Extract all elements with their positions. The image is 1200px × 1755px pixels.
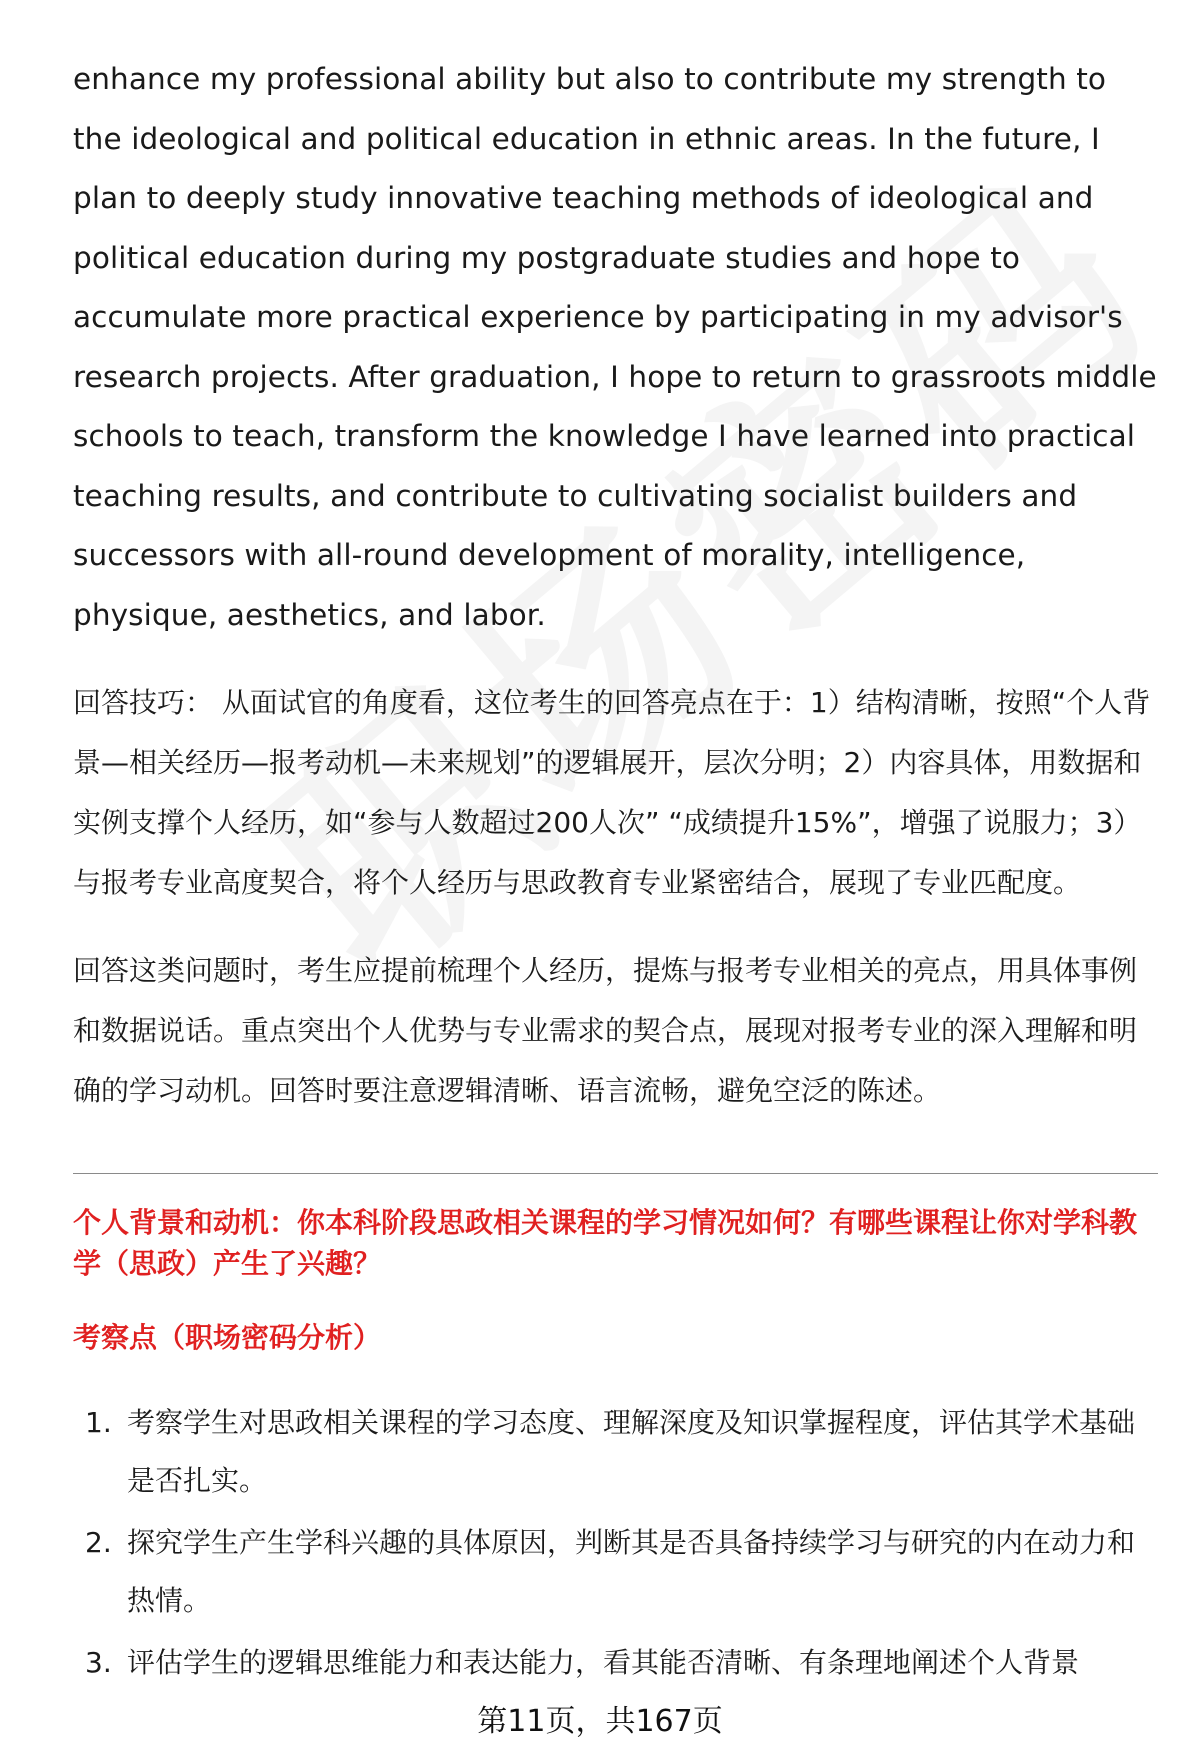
list-item	[73, 1634, 1158, 1692]
list-item-number: 1.	[85, 1406, 112, 1439]
evaluation-points-heading: 考察点（职场密码分析）	[73, 1321, 382, 1354]
list-item-text: 评估学生的逻辑思维能力和表达能力，看其能否清晰、有条理地阐述个人背景	[127, 1646, 1080, 1679]
list-item-number: 2.	[85, 1526, 112, 1559]
answer-tips-paragraph: 回答技巧： 从面试官的角度看，这位考生的回答亮点在于：1）结构清晰，按照“个人背景—相关经历—报考动机—未来规划”的逻辑展开，层次分明；2）内容具体，用数据和实例支撑个人经历，如“参与人数超过200人次” “成绩提升15%”，增强了说服力；3）与报考专业高度契合，将个人经历与思政教育专业紧密结合，展现了专业匹配度。	[73, 686, 1151, 899]
list-item-text: 探究学生产生学科兴趣的具体原因，判断其是否具备持续学习与研究的内在动力和热情。	[127, 1526, 1136, 1617]
list-item	[73, 1514, 1158, 1630]
list-item-number: 3.	[85, 1646, 112, 1679]
evaluation-points-list	[73, 1394, 1158, 1692]
list-item	[73, 1394, 1158, 1510]
page-footer: 第11页，共167页	[477, 1704, 723, 1739]
list-item-text: 考察学生对思政相关课程的学习态度、理解深度及知识掌握程度，评估其学术基础是否扎实。	[127, 1406, 1136, 1497]
advice-paragraph: 回答这类问题时，考生应提前梳理个人经历，提炼与报考专业相关的亮点，用具体事例和数据说话。重点突出个人优势与专业需求的契合点，展现对报考专业的深入理解和明确的学习动机。回答时要注意逻辑清晰、语言流畅，避免空泛的陈述。	[73, 954, 1138, 1107]
section-divider	[73, 1173, 1158, 1174]
document-page	[73, 50, 1158, 1696]
question-heading: 个人背景和动机：你本科阶段思政相关课程的学习情况如何？有哪些课程让你对学科教学（思政）产生了兴趣？	[73, 1206, 1138, 1280]
english-paragraph: enhance my professional ability but also to contribute my strength to the ideological and political education in ethnic areas. In the future, I plan to deeply study innovative teaching methods of ideological and political education during my postgraduate studies and hope to accumulate more practical experience by participating in my advisor's research projects. After graduation, I hope to return to grassroots middle schools to teach, transform the knowledge I have learned into practical teaching results, and contribute to cultivating socialist builders and successors with all-round development of morality, intelligence, physique, aesthetics, and labor.	[73, 62, 1157, 632]
